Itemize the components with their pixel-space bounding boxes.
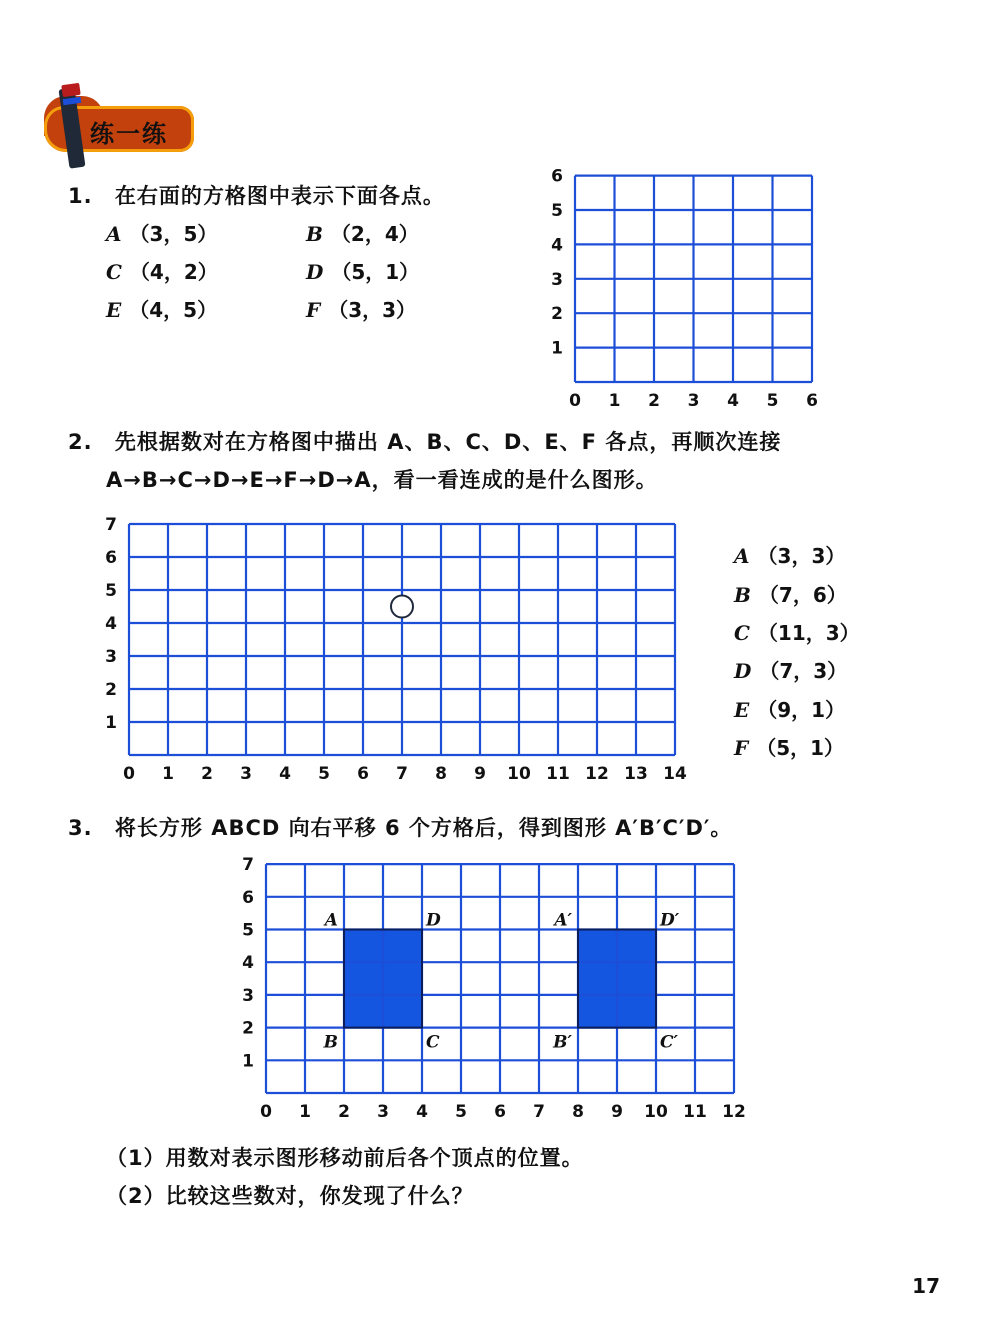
q2-grid-x-tick: 0 — [123, 764, 135, 784]
q1-grid-y-tick: 4 — [551, 235, 563, 256]
q3-text: 将长方形 ABCD 向右平移 6 个方格后，得到图形 A′B′C′D′。 — [114, 816, 733, 840]
q2-point-B — [734, 579, 847, 608]
q2-grid-x-tick: 8 — [435, 764, 447, 784]
q1-point-B — [306, 218, 419, 247]
point-name: D — [306, 260, 324, 284]
q1-grid-x-tick: 1 — [608, 391, 621, 410]
q3-grid-y-tick: 6 — [242, 887, 254, 908]
practice-badge — [38, 88, 198, 160]
q2-line1: 先根据数对在方格图中描出 A、B、C、D、E、F 各点，再顺次连接 — [114, 430, 782, 454]
q3-grid-x-tick: 3 — [377, 1102, 389, 1122]
q2-point-A — [734, 540, 845, 569]
q3-grid-x-tick: 8 — [572, 1102, 584, 1122]
q1-point-A — [106, 218, 217, 247]
point-name: D — [734, 659, 752, 683]
q2-grid-x-tick: 14 — [663, 764, 687, 784]
q3-grid-x-tick: 4 — [416, 1102, 428, 1122]
q3-grid-y-tick: 7 — [242, 855, 254, 876]
q1-point-C — [106, 256, 218, 285]
q2-grid-x-tick: 11 — [546, 764, 570, 784]
q3-grid-x-tick: 11 — [683, 1102, 707, 1122]
point-coord: （2，4） — [330, 222, 419, 246]
q3-grid-x-tick: 6 — [494, 1102, 506, 1122]
point-name: E — [734, 698, 750, 722]
q2-grid-y-tick: 4 — [105, 614, 117, 634]
q1-point-F — [306, 294, 416, 323]
point-coord: （3，3） — [757, 544, 846, 568]
q2-grid-x-tick: 13 — [624, 764, 648, 784]
point-coord: （4，5） — [129, 298, 218, 322]
vertex-label: B — [323, 1032, 338, 1053]
q2-point-F — [734, 732, 844, 761]
vertex-label: A′ — [554, 910, 572, 931]
q3-grid-y-tick: 3 — [242, 985, 254, 1006]
q1-grid-y-tick: 5 — [551, 201, 563, 221]
vertex-label: C′ — [660, 1032, 679, 1053]
q2-line2: A→B→C→D→E→F→D→A，看一看连成的是什么图形。 — [106, 468, 658, 492]
q2-grid-y-tick: 3 — [105, 647, 117, 667]
q2-grid-y-tick: 2 — [105, 680, 117, 700]
point-coord: （5，1） — [331, 260, 420, 284]
q2-number: 2. — [68, 430, 93, 454]
q2-grid-x-tick: 2 — [201, 764, 213, 784]
point-name: C — [106, 260, 122, 284]
q2-grid-x-tick: 5 — [318, 764, 330, 784]
q3-grid-x-tick: 7 — [533, 1102, 545, 1122]
point-coord: （11，3） — [757, 621, 860, 645]
point-name: A — [106, 222, 122, 246]
point-coord: （5，1） — [756, 736, 845, 760]
q1-grid-y-tick: 6 — [551, 166, 563, 187]
q3-number: 3. — [68, 816, 93, 840]
vertex-label: A — [324, 910, 338, 931]
point-name: F — [306, 298, 321, 322]
q1-number: 1. — [68, 184, 93, 208]
q1-grid-x-tick: 0 — [569, 391, 581, 410]
q2-grid-x-tick: 9 — [474, 764, 486, 784]
q3-grid-y-tick: 1 — [242, 1051, 254, 1072]
q1-grid-y-tick: 2 — [551, 304, 563, 325]
point-coord: （4，2） — [129, 260, 218, 284]
q3-grid-y-tick: 5 — [242, 920, 254, 941]
q1-grid[interactable] — [540, 160, 840, 410]
page-number: 17 — [912, 1274, 940, 1298]
q3-grid-y-tick: 2 — [242, 1018, 254, 1039]
q3-grid-x-tick: 1 — [299, 1102, 311, 1122]
q1-grid-y-tick: 1 — [551, 338, 563, 359]
q1-point-D — [306, 256, 419, 285]
point-name: B — [734, 583, 751, 607]
q3-sub2: （2）比较这些数对，你发现了什么？ — [106, 1184, 474, 1208]
point-coord: （9，1） — [757, 698, 846, 722]
q2-grid-x-tick: 7 — [396, 764, 408, 784]
q2-point-D — [734, 655, 847, 684]
q3-grid-x-tick: 5 — [455, 1102, 467, 1122]
q1-grid-x-tick: 5 — [766, 391, 779, 410]
point-coord: （3，5） — [129, 222, 218, 246]
q3-grid-x-tick: 0 — [260, 1102, 272, 1122]
q3-grid-x-tick: 9 — [611, 1102, 623, 1122]
badge-title: 练一练 — [90, 120, 168, 148]
circle-marker — [391, 596, 413, 618]
point-name: B — [306, 222, 323, 246]
q2-point-C — [734, 617, 860, 646]
q1-grid-x-tick: 2 — [648, 391, 660, 410]
q2-grid[interactable] — [100, 510, 700, 790]
q2-point-E — [734, 694, 845, 723]
q1-heading — [68, 180, 445, 210]
q3-grid-x-tick: 10 — [644, 1102, 668, 1122]
q2-grid-x-tick: 4 — [279, 764, 291, 784]
q2-grid-y-tick: 1 — [105, 713, 117, 733]
q1-grid-y-tick: 3 — [551, 269, 563, 290]
q3-grid[interactable] — [230, 850, 760, 1130]
point-coord: （3，3） — [328, 298, 417, 322]
vertex-label: D′ — [660, 910, 680, 931]
vertex-label: D — [426, 910, 441, 931]
q1-grid-x-tick: 4 — [727, 391, 739, 410]
q3-grid-x-tick: 2 — [338, 1102, 350, 1122]
q1-grid-x-tick: 6 — [806, 391, 818, 410]
q1-grid-x-tick: 3 — [687, 391, 700, 410]
q2-grid-x-tick: 10 — [507, 764, 531, 784]
q2-grid-y-tick: 5 — [105, 581, 117, 601]
q2-grid-x-tick: 3 — [240, 764, 252, 784]
q2-grid-y-tick: 6 — [105, 548, 117, 568]
point-name: A — [734, 544, 750, 568]
q2-heading-line1 — [68, 426, 781, 456]
q3-sub1: （1）用数对表示图形移动前后各个顶点的位置。 — [106, 1146, 584, 1170]
vertex-label: B′ — [553, 1032, 572, 1053]
point-name: E — [106, 298, 122, 322]
point-name: C — [734, 621, 750, 645]
point-coord: （7，3） — [759, 659, 848, 683]
q3-heading — [68, 812, 732, 842]
pencil-eraser-icon — [61, 83, 80, 97]
vertex-label: C — [426, 1032, 440, 1053]
q2-grid-x-tick: 12 — [585, 764, 609, 784]
q3-grid-y-tick: 4 — [242, 953, 254, 974]
q2-grid-x-tick: 1 — [162, 764, 174, 784]
point-coord: （7，6） — [758, 583, 847, 607]
q2-grid-y-tick: 7 — [105, 515, 117, 535]
q1-point-E — [106, 294, 217, 323]
point-name: F — [734, 736, 749, 760]
q2-grid-x-tick: 6 — [357, 764, 369, 784]
q3-grid-x-tick: 12 — [722, 1102, 746, 1122]
q1-text: 在右面的方格图中表示下面各点。 — [114, 184, 445, 208]
